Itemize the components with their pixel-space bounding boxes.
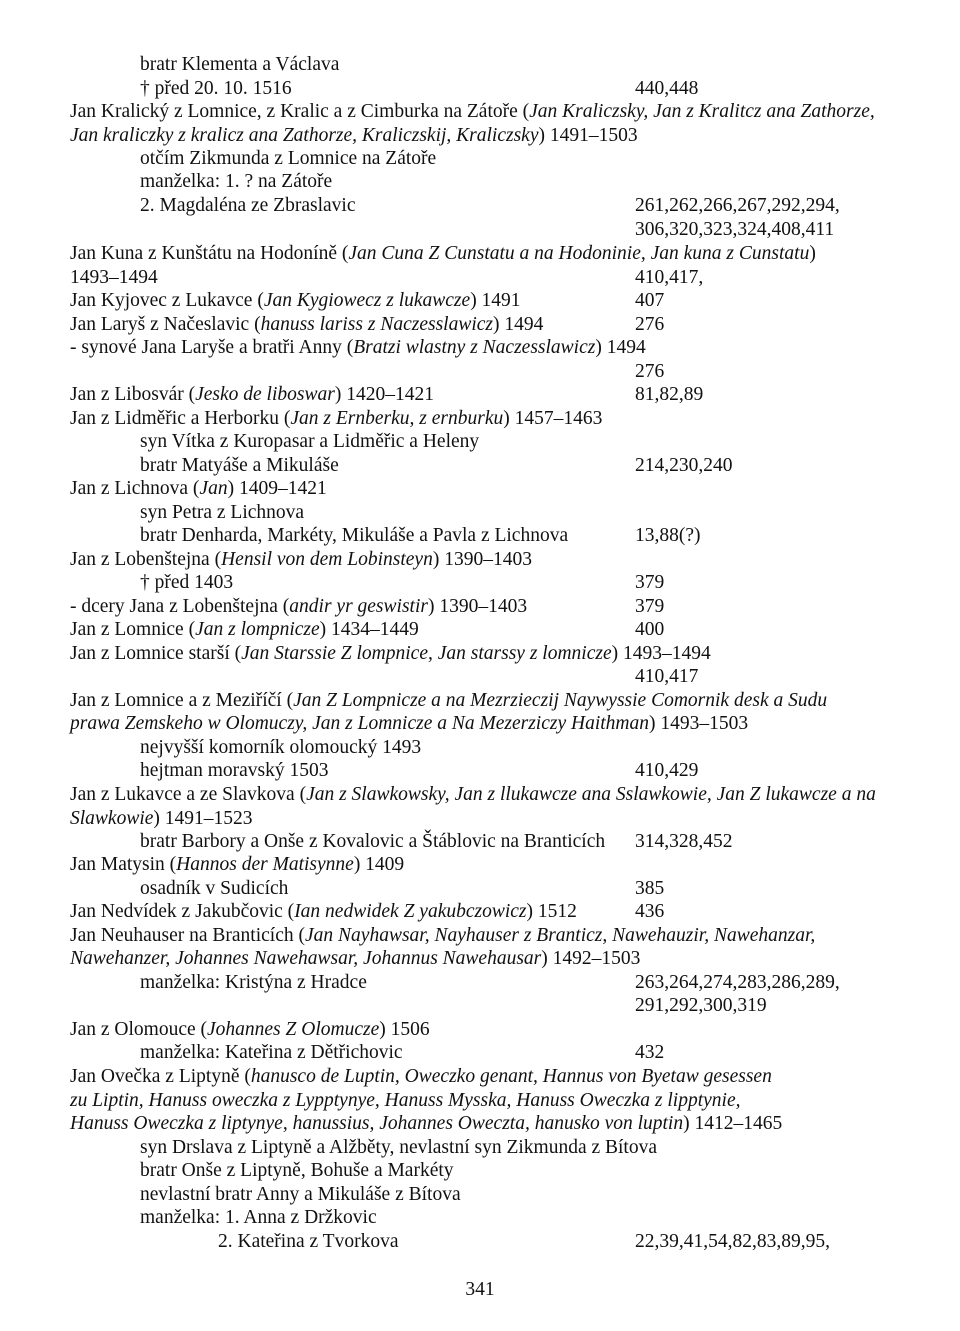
entry-text: 2. Kateřina z Tvorkova <box>218 1231 399 1252</box>
entry-text: ) 1493–1503 <box>649 713 749 734</box>
latin-name-variant: hanuss lariss z Naczesslawicz <box>260 314 493 335</box>
entry-text: Jan z Lomnice starší ( <box>70 643 242 664</box>
entry-line <box>70 124 638 148</box>
entry-text: ) 1434–1449 <box>319 619 419 640</box>
entry-line <box>70 313 543 337</box>
page-references: 407 <box>635 290 665 311</box>
entry-text: ) 1493–1494 <box>611 643 711 664</box>
entry-line <box>70 477 327 501</box>
page-references: 385 <box>635 878 665 899</box>
latin-name-variant: Jan kraliczky z kralicz ana Zathorze, Kraliczskij, Kraliczsky <box>70 125 539 146</box>
entry-line <box>70 1065 772 1089</box>
entry-line <box>140 877 288 901</box>
latin-name-variant: Nawehanzer, Johannes Nawehawsar, Johannus Nawehausar <box>70 948 542 969</box>
entry-text: ) 1390–1403 <box>432 549 532 570</box>
page-references: 306,320,323,324,408,411 <box>635 219 835 240</box>
entry-text: nejvyšší komorník olomoucký 1493 <box>140 737 422 758</box>
entry-text: Jan z Libosvár ( <box>70 384 196 405</box>
entry-text: 2. Magdaléna ze Zbraslavic <box>140 195 356 216</box>
page-references: 13,88(?) <box>635 525 701 546</box>
entry-line <box>140 454 339 478</box>
entry-line <box>140 170 332 194</box>
entry-text: ) 1412–1465 <box>683 1113 783 1134</box>
entry-text: ) 1390–1403 <box>427 596 528 617</box>
page-references: 214,230,240 <box>635 455 733 476</box>
latin-name-variant: Jan Z Lompnicze a na Mezrzieczij Naywyssie Comornik desk a Sudu <box>293 690 828 711</box>
entry-text: Jan Kyjovec z Lukavce ( <box>70 290 264 311</box>
page-references: 22,39,41,54,82,83,89,95, <box>635 1231 830 1252</box>
entry-text: ) 1457–1463 <box>503 408 603 429</box>
entry-text: Jan Matysin ( <box>70 854 177 875</box>
entry-line <box>140 430 479 454</box>
entry-text: ) 1420–1421 <box>334 384 434 405</box>
entry-line <box>140 1183 461 1207</box>
page-number: 341 <box>465 1279 495 1300</box>
entry-text: Jan z Lomnice a z Meziříčí ( <box>70 690 294 711</box>
entry-text: manželka: Kateřina z Dětřichovic <box>140 1042 403 1063</box>
entry-line <box>140 1041 403 1065</box>
entry-text: bratr Denharda, Markéty, Mikuláše a Pavla z Lichnova <box>140 525 569 546</box>
entry-line <box>70 336 646 360</box>
latin-name-variant: Jan Kygiowecz z lukawcze <box>263 290 471 311</box>
entry-line <box>70 618 419 642</box>
latin-name-variant: zu Liptin, Hanuss oweczka z Lypptynye, Hanuss Mysska, Hanuss Oweczka z lipptynie, <box>70 1090 741 1111</box>
page-references: 379 <box>635 596 665 617</box>
latin-name-variant: hanusco de Luptin, Oweczko genant, Hannus von Byetaw gesessen <box>250 1066 772 1087</box>
entry-text: ) 1494 <box>595 337 646 358</box>
latin-name-variant: Jan z lompnicze <box>195 619 320 640</box>
entry-line <box>140 571 233 595</box>
entry-text: ) 1491 <box>470 290 521 311</box>
entry-text: bratr Barbory a Onše z Kovalovic a Štáblovic na Branticích <box>140 831 606 852</box>
entry-text: manželka: 1. Anna z Držkovic <box>140 1207 377 1228</box>
entry-text: nevlastní bratr Anny a Mikuláše z Bítova <box>140 1184 461 1205</box>
entry-line <box>140 194 355 218</box>
entry-text: bratr Onše z Liptyně, Bohuše a Markéty <box>140 1160 454 1181</box>
page-references: 440,448 <box>635 78 699 99</box>
entry-line <box>140 1136 657 1160</box>
entry-text: Jan Laryš z Načeslavic ( <box>70 314 261 335</box>
entry-line <box>70 807 253 831</box>
latin-name-variant: Jan z Ernberku, z ernburku <box>290 408 504 429</box>
entry-line <box>140 759 328 783</box>
entry-text: Jan z Lobenštejna ( <box>70 549 222 570</box>
entry-text: manželka: 1. ? na Zátoře <box>140 171 333 192</box>
entry-text: syn Vítka z Kuropasar a Lidměřic a Heleny <box>140 431 480 452</box>
page-references: 261,262,266,267,292,294, <box>635 195 840 216</box>
entry-line <box>70 407 602 431</box>
latin-name-variant: Hensil von dem Lobinsteyn <box>221 549 433 570</box>
entry-line <box>70 383 434 407</box>
page-references: 263,264,274,283,286,289, <box>635 972 840 993</box>
entry-text: Jan Kuna z Kunštátu na Hodoníně ( <box>70 243 349 264</box>
page-references: 410,417 <box>635 666 699 687</box>
entry-text: - dcery Jana z Lobenštejna ( <box>70 596 290 617</box>
entry-text: † před 1403 <box>140 572 234 593</box>
entry-line <box>70 548 532 572</box>
entry-text: Jan Neuhauser na Branticích ( <box>70 925 305 946</box>
entry-line <box>140 53 339 77</box>
entry-line <box>70 783 876 807</box>
entry-text: ) 1512 <box>526 901 577 922</box>
entry-line <box>140 971 367 995</box>
entry-line <box>70 924 815 948</box>
page-references: 410,429 <box>635 760 699 781</box>
entry-text: syn Petra z Lichnova <box>140 502 305 523</box>
entry-text: ) <box>809 243 816 264</box>
page-references: 432 <box>635 1042 665 1063</box>
entry-text: Jan z Lichnova ( <box>70 478 200 499</box>
entry-line <box>140 1206 377 1230</box>
entry-text: 1493–1494 <box>70 267 158 288</box>
page-references: 314,328,452 <box>635 831 733 852</box>
entry-text: bratr Klementa a Václava <box>140 54 340 75</box>
latin-name-variant: Jan Cuna Z Cunstatu a na Hodoninie, Jan kuna z Cunstatu <box>348 243 810 264</box>
entry-line <box>70 100 875 124</box>
entry-line <box>70 1089 740 1113</box>
entry-text: Jan z Olomouce ( <box>70 1019 207 1040</box>
page-references: 276 <box>635 361 665 382</box>
latin-name-variant: Johannes Z Olomucze <box>207 1019 380 1040</box>
latin-name-variant: Slawkowie <box>70 808 154 829</box>
page-references: 291,292,300,319 <box>635 995 767 1016</box>
entry-line <box>70 1018 430 1042</box>
entry-line <box>218 1230 399 1254</box>
entry-text: syn Drslava z Liptyně a Alžběty, nevlastní syn Zikmunda z Bítova <box>140 1137 657 1158</box>
entry-text: otčím Zikmunda z Lomnice na Zátoře <box>140 148 437 169</box>
entry-text: Jan Nedvídek z Jakubčovic ( <box>70 901 295 922</box>
entry-line <box>140 1159 454 1183</box>
page-references: 436 <box>635 901 665 922</box>
page-references: 379 <box>635 572 665 593</box>
entry-text: Jan z Lukavce a ze Slavkova ( <box>70 784 307 805</box>
entry-line <box>70 642 711 666</box>
latin-name-variant: Hanuss Oweczka z liptynye, hanussius, Johannes Oweczta, hanusko von luptin <box>70 1113 684 1134</box>
entry-text: ) 1506 <box>379 1019 430 1040</box>
entry-text: Jan Kralický z Lomnice, z Kralic a z Cimburka na Zátoře ( <box>70 101 530 122</box>
latin-name-variant: Jan z Slawkowsky, Jan z llukawcze ana Sslawkowie, Jan Z lukawcze a na <box>306 784 876 805</box>
latin-name-variant: Ian nedwidek Z yakubczowicz <box>294 901 527 922</box>
entry-text: † před 20. 10. 1516 <box>140 78 292 99</box>
latin-name-variant: Jan <box>199 478 228 499</box>
entry-line <box>140 147 436 171</box>
entry-text: Jan z Lomnice ( <box>70 619 196 640</box>
entry-line <box>70 947 640 971</box>
latin-name-variant: andir yr geswistir <box>289 596 428 617</box>
page-references: 400 <box>635 619 665 640</box>
entry-line <box>140 524 568 548</box>
entry-text: ) 1491–1523 <box>153 808 253 829</box>
entry-text: Jan Ovečka z Liptyně ( <box>70 1066 251 1087</box>
latin-name-variant: Jan Kraliczsky, Jan z Kralitcz ana Zathorze, <box>529 101 875 122</box>
entry-text: - synové Jana Laryše a bratři Anny ( <box>70 337 354 358</box>
latin-name-variant: Hannos der Matisynne <box>176 854 354 875</box>
latin-name-variant: Jan Nayhawsar, Nayhauser z Branticz, Nawehauzir, Nawehanzar, <box>305 925 816 946</box>
entry-text: ) 1492–1503 <box>541 948 641 969</box>
entry-text: bratr Matyáše a Mikuláše <box>140 455 339 476</box>
entry-text: Jan z Lidměřic a Herborku ( <box>70 408 291 429</box>
entry-line <box>140 830 605 854</box>
page-references: 81,82,89 <box>635 384 704 405</box>
entry-line <box>140 501 304 525</box>
latin-name-variant: prawa Zemskeho w Olomuczy, Jan z Lomnicze a Na Mezerziczy Haithman <box>70 713 649 734</box>
entry-text: ) 1494 <box>493 314 544 335</box>
entry-line <box>70 266 158 290</box>
latin-name-variant: Bratzi wlastny z Naczesslawicz <box>353 337 596 358</box>
entry-text: ) 1409–1421 <box>227 478 327 499</box>
entry-line <box>140 736 421 760</box>
entry-text: osadník v Sudicích <box>140 878 289 899</box>
entry-line <box>70 900 577 924</box>
entry-line <box>70 853 404 877</box>
entry-text: ) 1409 <box>353 854 405 875</box>
entry-line <box>140 77 292 101</box>
entry-text: manželka: Kristýna z Hradce <box>140 972 367 993</box>
entry-line <box>70 289 521 313</box>
entry-text: hejtman moravský 1503 <box>140 760 329 781</box>
entry-line <box>70 595 527 619</box>
latin-name-variant: Jesko de liboswar <box>195 384 335 405</box>
page-references: 410,417, <box>635 267 704 288</box>
entry-line <box>70 1112 782 1136</box>
entry-line <box>70 242 816 266</box>
page-references: 276 <box>635 314 665 335</box>
entry-line <box>70 712 748 736</box>
entry-line <box>70 689 827 713</box>
entry-text: ) 1491–1503 <box>538 125 638 146</box>
latin-name-variant: Jan Starssie Z lompnice, Jan starssy z lomnicze <box>241 643 612 664</box>
